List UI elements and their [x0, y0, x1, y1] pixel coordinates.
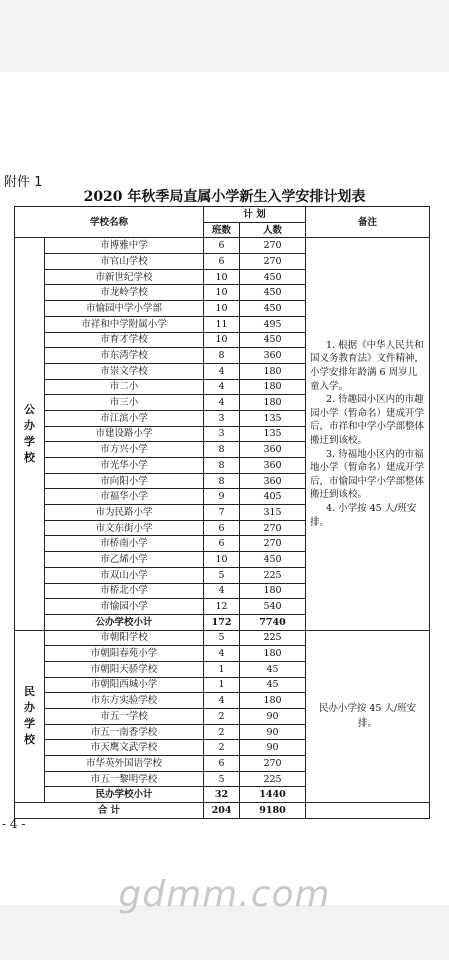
class-count: 6: [204, 520, 240, 536]
school-name: 市向阳小学: [45, 473, 204, 489]
student-count: 90: [240, 724, 306, 740]
school-name: 市朝阳天骄学校: [45, 661, 204, 677]
school-name: 市为民路小学: [45, 505, 204, 521]
school-name: 市福华小学: [45, 489, 204, 505]
school-name: 市二小: [45, 379, 204, 395]
student-count: 270: [240, 254, 306, 270]
public-category-label: [15, 238, 45, 630]
student-count: 90: [240, 709, 306, 725]
school-name: 市江滨小学: [45, 410, 204, 426]
class-count: 12: [204, 599, 240, 615]
class-count: 11: [204, 316, 240, 332]
school-name: 市龙岭学校: [45, 285, 204, 301]
school-name: 市五一南香学校: [45, 724, 204, 740]
total-classes: 204: [204, 803, 240, 819]
school-name: 市三小: [45, 395, 204, 411]
category-char: 办: [24, 418, 35, 432]
class-count: 6: [204, 238, 240, 254]
student-count: 450: [240, 301, 306, 317]
class-count: 4: [204, 583, 240, 599]
table-header-row: [15, 207, 430, 223]
school-name: 市新世纪学校: [45, 269, 204, 285]
class-count: 6: [204, 536, 240, 552]
private-category-label: [15, 630, 45, 803]
note-paragraph: 3. 待福地小区内的市福地小学（暂命名）建成开学后，市愉园中学小学部整体搬迁到该校。: [310, 448, 425, 501]
private-note: 民办小学按 45 人/班安排。: [306, 630, 430, 803]
school-name: 市育才学校: [45, 332, 204, 348]
student-count: 270: [240, 238, 306, 254]
school-name: 市五一学校: [45, 709, 204, 725]
category-char: 校: [24, 450, 35, 464]
student-count: 450: [240, 332, 306, 348]
school-name: 市崇文学校: [45, 363, 204, 379]
school-name: 市天鹰文武学校: [45, 740, 204, 756]
category-char: 办: [24, 701, 35, 715]
category-char: 校: [24, 733, 35, 747]
header-school-name: 学校名称: [15, 207, 204, 238]
class-count: 6: [204, 756, 240, 772]
class-count: 4: [204, 363, 240, 379]
student-count: 180: [240, 693, 306, 709]
class-count: 6: [204, 254, 240, 270]
total-label: 合 计: [15, 803, 204, 819]
table-row: [15, 238, 430, 254]
category-char: 公: [24, 402, 35, 416]
public-notes: [306, 238, 430, 630]
class-count: 9: [204, 489, 240, 505]
student-count: 450: [240, 552, 306, 568]
class-count: 1: [204, 661, 240, 677]
enrollment-plan-table: [14, 206, 430, 819]
page-number: - 4 -: [2, 817, 26, 831]
watermark: gdmm.com: [118, 874, 331, 915]
school-name: 市文东街小学: [45, 520, 204, 536]
student-count: 270: [240, 536, 306, 552]
class-count: 4: [204, 395, 240, 411]
school-name: 市方兴小学: [45, 442, 204, 458]
class-count: 5: [204, 567, 240, 583]
school-name: 市东湾学校: [45, 348, 204, 364]
student-count: 180: [240, 379, 306, 395]
header-notes: 备注: [306, 207, 430, 238]
class-count: 2: [204, 740, 240, 756]
student-count: 315: [240, 505, 306, 521]
student-count: 45: [240, 677, 306, 693]
class-count: 10: [204, 285, 240, 301]
subtotal-students: 1440: [240, 787, 306, 803]
document-title: 2020 年秋季局直属小学新生入学安排计划表: [83, 189, 366, 205]
note-paragraph: 4. 小学按 45 人/班安排。: [310, 502, 417, 528]
student-count: 270: [240, 520, 306, 536]
class-count: 10: [204, 301, 240, 317]
school-name: 市官山学校: [45, 254, 204, 270]
total-row: [15, 803, 430, 819]
school-name: 市桥北小学: [45, 583, 204, 599]
top-bar: [0, 0, 449, 72]
student-count: 495: [240, 316, 306, 332]
class-count: 4: [204, 379, 240, 395]
student-count: 225: [240, 630, 306, 646]
school-name: 市愉园小学: [45, 599, 204, 615]
school-name: 市五一黎明学校: [45, 771, 204, 787]
school-name: 市朝阳春苑小学: [45, 646, 204, 662]
class-count: 5: [204, 630, 240, 646]
class-count: 1: [204, 677, 240, 693]
school-name: 市建设路小学: [45, 426, 204, 442]
student-count: 225: [240, 567, 306, 583]
school-name: 市华英外国语学校: [45, 756, 204, 772]
subtotal-students: 7740: [240, 614, 306, 630]
student-count: 135: [240, 410, 306, 426]
category-char: 民: [24, 685, 35, 699]
class-count: 8: [204, 458, 240, 474]
student-count: 360: [240, 348, 306, 364]
class-count: 2: [204, 724, 240, 740]
header-classes: 班数: [204, 222, 240, 238]
subtotal-label: 民办学校小计: [45, 787, 204, 803]
school-name: 市朝阳西城小学: [45, 677, 204, 693]
student-count: 180: [240, 583, 306, 599]
student-count: 135: [240, 426, 306, 442]
student-count: 540: [240, 599, 306, 615]
note-paragraph: 2. 待趣园小区内的市趣园小学（暂命名）建成开学后，市祥和中学小学部整体搬迁到该校。: [310, 394, 425, 446]
student-count: 360: [240, 473, 306, 489]
school-name: 市光华小学: [45, 458, 204, 474]
class-count: 10: [204, 332, 240, 348]
student-count: 180: [240, 363, 306, 379]
student-count: 360: [240, 442, 306, 458]
student-count: 360: [240, 458, 306, 474]
header-students: 人数: [240, 222, 306, 238]
class-count: 3: [204, 426, 240, 442]
student-count: 270: [240, 756, 306, 772]
student-count: 45: [240, 661, 306, 677]
class-count: 4: [204, 646, 240, 662]
class-count: 8: [204, 473, 240, 489]
subtotal-classes: 172: [204, 614, 240, 630]
school-name: 市东方实验学校: [45, 693, 204, 709]
total-notes-empty: [306, 803, 430, 819]
attachment-label: 附件 1: [4, 175, 43, 190]
subtotal-label: 公办学校小计: [45, 614, 204, 630]
class-count: 2: [204, 709, 240, 725]
class-count: 7: [204, 505, 240, 521]
class-count: 5: [204, 771, 240, 787]
school-name: 市博雅中学: [45, 238, 204, 254]
student-count: 90: [240, 740, 306, 756]
class-count: 10: [204, 269, 240, 285]
student-count: 180: [240, 395, 306, 411]
class-count: 8: [204, 348, 240, 364]
student-count: 180: [240, 646, 306, 662]
school-name: 市愉园中学小学部: [45, 301, 204, 317]
category-char: 学: [24, 717, 35, 731]
class-count: 3: [204, 410, 240, 426]
note-paragraph: 1. 根据《中华人民共和国义务教育法》文件精神，小学安排年龄满 6 周岁儿童入学。: [310, 339, 425, 392]
class-count: 10: [204, 552, 240, 568]
student-count: 225: [240, 771, 306, 787]
subtotal-classes: 32: [204, 787, 240, 803]
student-count: 405: [240, 489, 306, 505]
school-name: 市祥和中学附属小学: [45, 316, 204, 332]
student-count: 450: [240, 285, 306, 301]
school-name: 市朝阳学校: [45, 630, 204, 646]
class-count: 8: [204, 442, 240, 458]
school-name: 市乙烯小学: [45, 552, 204, 568]
school-name: 市桥南小学: [45, 536, 204, 552]
class-count: 4: [204, 693, 240, 709]
category-char: 学: [24, 434, 35, 448]
header-plan: 计 划: [204, 207, 306, 223]
table-row: [15, 630, 430, 646]
total-students: 9180: [240, 803, 306, 819]
student-count: 450: [240, 269, 306, 285]
school-name: 市双山小学: [45, 567, 204, 583]
